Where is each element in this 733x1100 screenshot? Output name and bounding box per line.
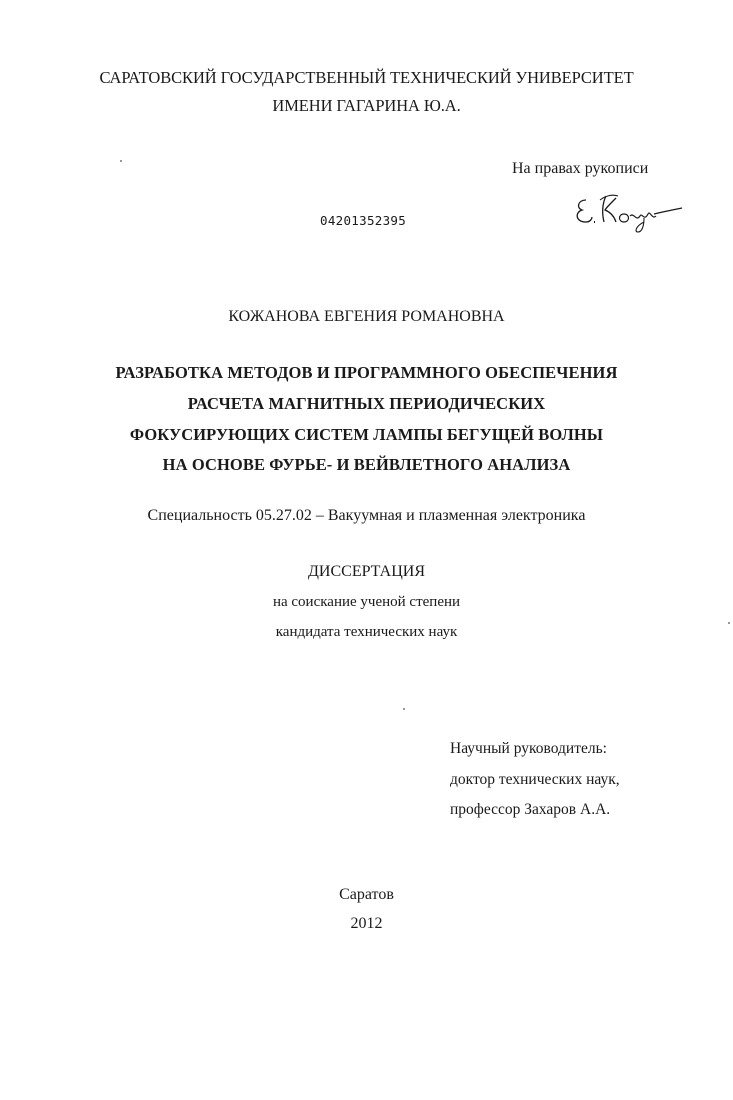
document-code: 04201352395 — [320, 213, 407, 228]
university-name-line2: ИМЕНИ ГАГАРИНА Ю.А. — [272, 96, 461, 115]
supervisor-name: профессор Захаров А.А. — [450, 801, 611, 818]
university-name-line1: САРАТОВСКИЙ ГОСУДАРСТВЕННЫЙ ТЕХНИЧЕСКИЙ УНИВЕРСИТЕТ — [99, 68, 634, 87]
year: 2012 — [350, 915, 383, 932]
handwritten-signature — [572, 186, 684, 236]
title-line-1: РАЗРАБОТКА МЕТОДОВ И ПРОГРАММНОГО ОБЕСПЕЧЕНИЯ — [115, 363, 618, 382]
supervisor-degree: доктор технических наук, — [450, 771, 620, 788]
city: Саратов — [339, 886, 394, 903]
title-line-4: НА ОСНОВЕ ФУРЬЕ- И ВЕЙВЛЕТНОГО АНАЛИЗА — [162, 455, 571, 474]
specialty: Специальность 05.27.02 – Вакуумная и плазменная электроника — [147, 507, 586, 524]
title-line-2: РАСЧЕТА МАГНИТНЫХ ПЕРИОДИЧЕСКИХ — [187, 394, 546, 413]
supervisor-label: Научный руководитель: — [450, 740, 607, 757]
author-name: КОЖАНОВА ЕВГЕНИЯ РОМАНОВНА — [228, 308, 505, 325]
degree-line-2: кандидата технических наук — [275, 624, 458, 640]
title-line-3: ФОКУСИРУЮЩИХ СИСТЕМ ЛАМПЫ БЕГУЩЕЙ ВОЛНЫ — [129, 425, 604, 444]
document-type-label: ДИССЕРТАЦИЯ — [308, 563, 425, 580]
scan-speck — [403, 708, 405, 710]
scan-speck — [728, 622, 730, 624]
degree-line-1: на соискание ученой степени — [272, 594, 461, 610]
scan-speck — [120, 160, 122, 162]
manuscript-rights-note: На правах рукописи — [512, 160, 649, 177]
